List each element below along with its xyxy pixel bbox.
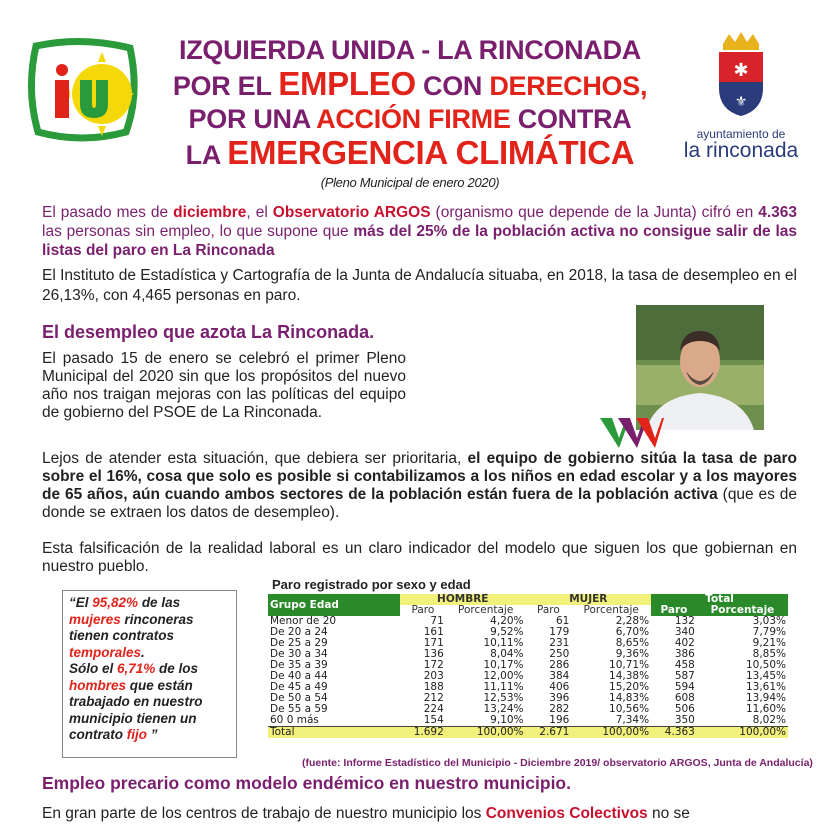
table-cell: 250	[549, 648, 570, 660]
table-row	[268, 715, 788, 727]
table-cell: 13,24%	[483, 703, 524, 715]
table-row	[268, 649, 788, 660]
table-cell: 188	[423, 681, 444, 693]
table-cell: 171	[423, 637, 444, 649]
table-cell: De 30 a 34	[270, 648, 328, 660]
table-cell: 10,56%	[609, 703, 650, 715]
table-cell: 100,00%	[697, 727, 788, 739]
title-line-4: LA EMERGENCIA CLIMÁTICA	[185, 134, 635, 171]
table-cell: 132	[674, 615, 695, 627]
paragraph-pleno: El pasado 15 de enero se celebró el primer Pleno Municipal del 2020 sin que los propósitos del nuevo año nos traigan mejoras con las políticas del equipo de gobierno del PSOE de La Rinconada.	[42, 350, 406, 421]
table-cell: 3,03%	[752, 615, 786, 627]
table-cell: 402	[674, 637, 695, 649]
title-line-3: POR UNA ACCIÓN FIRME CONTRA	[188, 104, 632, 134]
table-cell: 406	[549, 681, 570, 693]
table-cell: Total	[268, 727, 400, 739]
table-cell: 8,65%	[615, 637, 650, 649]
col-mujer-pct: Porcentaje	[571, 605, 651, 616]
table-cell: 1.692	[400, 727, 446, 739]
table-cell: 7,79%	[752, 626, 786, 638]
iu-logo	[22, 36, 142, 148]
table-cell: De 50 a 54	[270, 692, 328, 704]
paragraph-gobierno: Lejos de atender esta situación, que debiera ser prioritaria, el equipo de gobierno sitúa la tasa de paro sobre el 16%, cosa que solo es posible si contabilizamos a los niños en edad escolar y a los mayores de 65 años, aún cuando ambos sectores de la población están fuera de la población activa (que es de donde se extraen los datos de desempleo).	[42, 450, 797, 521]
table-cell: 10,17%	[483, 659, 524, 671]
table-row	[268, 627, 788, 638]
section-heading-desempleo: El desempleo que azota La Rinconada.	[42, 322, 375, 342]
table-cell: 608	[674, 692, 695, 704]
table-cell: 286	[549, 659, 570, 671]
col-hombre-paro: Paro	[400, 605, 446, 616]
decorative-check-icons	[600, 418, 664, 448]
paragraph-falsificacion: Esta falsificación de la realidad laboral es un claro indicador del modelo que siguen los que gobiernan en nuestro pueblo.	[42, 540, 797, 575]
table-cell: 10,11%	[483, 637, 524, 649]
unemployment-table	[268, 594, 788, 738]
table-cell: De 45 a 49	[270, 681, 328, 693]
subtitle: (Pleno Municipal de enero 2020)	[320, 175, 500, 190]
col-total-paro: Paro	[651, 605, 697, 616]
table-cell: 11,60%	[745, 703, 786, 715]
table-cell: 60 0 más	[270, 714, 319, 726]
table-cell: 100,00%	[446, 727, 526, 739]
table-cell: Menor de 20	[270, 615, 337, 627]
table-cell: 172	[423, 659, 444, 671]
section-heading-precario: Empleo precario como modelo endémico en nuestro municipio.	[42, 773, 571, 793]
table-cell: 8,85%	[752, 648, 786, 660]
title-line-1: IZQUIERDA UNIDA - LA RINCONADA	[179, 35, 641, 65]
title-line-2: POR EL EMPLEO CON DERECHOS,	[172, 65, 648, 102]
table-cell: 594	[674, 681, 695, 693]
table-cell: De 35 a 39	[270, 659, 328, 671]
col-total: Total	[651, 594, 788, 605]
table-cell: 8,04%	[490, 648, 524, 660]
coat-of-arms-icon	[711, 30, 771, 118]
table-cell: 136	[423, 648, 444, 660]
table-cell: 14,83%	[609, 692, 650, 704]
quote-box: “El 95,82% de las mujeres rinconeras tienen contratos temporales. Sólo el 6,71% de los hombres que están trabajado en nuestro municipio tienen un contrato fijo ”	[62, 590, 237, 758]
table-cell: 7,34%	[615, 714, 650, 726]
table-source: (fuente: Informe Estadístico del Municipio - Diciembre 2019/ observatorio ARGOS, Junta de Andalucía)	[302, 757, 813, 769]
table-cell: 61	[555, 615, 570, 627]
table-cell: 196	[549, 714, 570, 726]
table-cell: De 55 a 59	[270, 703, 328, 715]
table-cell: 224	[423, 703, 444, 715]
col-hombre-pct: Porcentaje	[446, 605, 526, 616]
table-cell: De 20 a 24	[270, 626, 328, 638]
col-total-pct: Porcentaje	[697, 605, 788, 616]
table-cell: 396	[549, 692, 570, 704]
table-cell: 11,11%	[483, 681, 524, 693]
svg-text:⚜: ⚜	[734, 94, 748, 110]
col-hombre: HOMBRE	[400, 594, 526, 605]
table-cell: De 40 a 44	[270, 670, 328, 682]
table-cell: 587	[674, 670, 695, 682]
table-row	[268, 638, 788, 649]
table-row	[268, 693, 788, 704]
table-cell: 9,10%	[490, 714, 524, 726]
table-cell: 154	[423, 714, 444, 726]
table-row	[268, 682, 788, 693]
table-cell: 71	[430, 615, 444, 627]
table-cell: 10,50%	[745, 659, 786, 671]
paragraph-instituto: El Instituto de Estadística y Cartografía de la Junta de Andalucía situaba, en 2018, la tasa de desempleo en el 26,13%, con 4,465 personas en paro.	[42, 267, 797, 304]
table-row	[268, 671, 788, 682]
table-cell: 340	[674, 626, 695, 638]
table-cell: 100,00%	[571, 727, 651, 739]
table-cell: 13,94%	[745, 692, 786, 704]
table-cell: 9,21%	[752, 637, 786, 649]
col-grupo-edad: Grupo Edad	[268, 594, 400, 616]
table-cell: 15,20%	[609, 681, 650, 693]
lead-paragraph: El pasado mes de diciembre, el Observatorio ARGOS (organismo que depende de la Junta) cifró en 4.363 las personas sin empleo, lo que supone que más del 25% de la población activa no consigue salir de las listas del paro en La Rinconada	[42, 204, 798, 259]
ayuntamiento-logo	[676, 30, 806, 160]
table-cell: 9,36%	[615, 648, 650, 660]
table-cell: 231	[549, 637, 570, 649]
table-cell: 2.671	[526, 727, 572, 739]
table-cell: 4.363	[651, 727, 697, 739]
table-cell: 14,38%	[609, 670, 650, 682]
table-cell: 9,52%	[490, 626, 524, 638]
table-cell: 4,20%	[490, 615, 524, 627]
paragraph-convenios: En gran parte de los centros de trabajo de nuestro municipio los Convenios Colectivos no se	[42, 805, 690, 822]
table-title: Paro registrado por sexo y edad	[272, 577, 471, 592]
ayuntamiento-label: ayuntamiento de	[696, 127, 786, 141]
table-row	[268, 660, 788, 671]
table-cell: 350	[674, 714, 695, 726]
table-cell: 12,53%	[483, 692, 524, 704]
col-mujer: MUJER	[526, 594, 652, 605]
table-cell: 386	[674, 648, 695, 660]
rinconada-label: la rinconada	[683, 139, 799, 162]
table-cell: 384	[549, 670, 570, 682]
table-cell: 203	[423, 670, 444, 682]
table-cell: 8,02%	[752, 714, 786, 726]
svg-text:✱: ✱	[733, 60, 749, 81]
table-row	[268, 616, 788, 627]
table-cell: 506	[674, 703, 695, 715]
table-row	[268, 704, 788, 715]
page-title	[150, 34, 670, 192]
table-cell: 161	[423, 626, 444, 638]
table-cell: 12,00%	[483, 670, 524, 682]
table-total-row	[268, 727, 788, 739]
portrait-photo	[636, 305, 764, 430]
table-cell: 2,28%	[615, 615, 650, 627]
table-cell: 10,71%	[609, 659, 650, 671]
table-cell: 13,61%	[745, 681, 786, 693]
table-cell: 282	[549, 703, 570, 715]
table-cell: De 25 a 29	[270, 637, 328, 649]
table-cell: 458	[674, 659, 695, 671]
table-cell: 13,45%	[745, 670, 786, 682]
table-cell: 179	[549, 626, 570, 638]
col-mujer-paro: Paro	[526, 605, 572, 616]
table-cell: 6,70%	[615, 626, 650, 638]
table-cell: 212	[423, 692, 444, 704]
